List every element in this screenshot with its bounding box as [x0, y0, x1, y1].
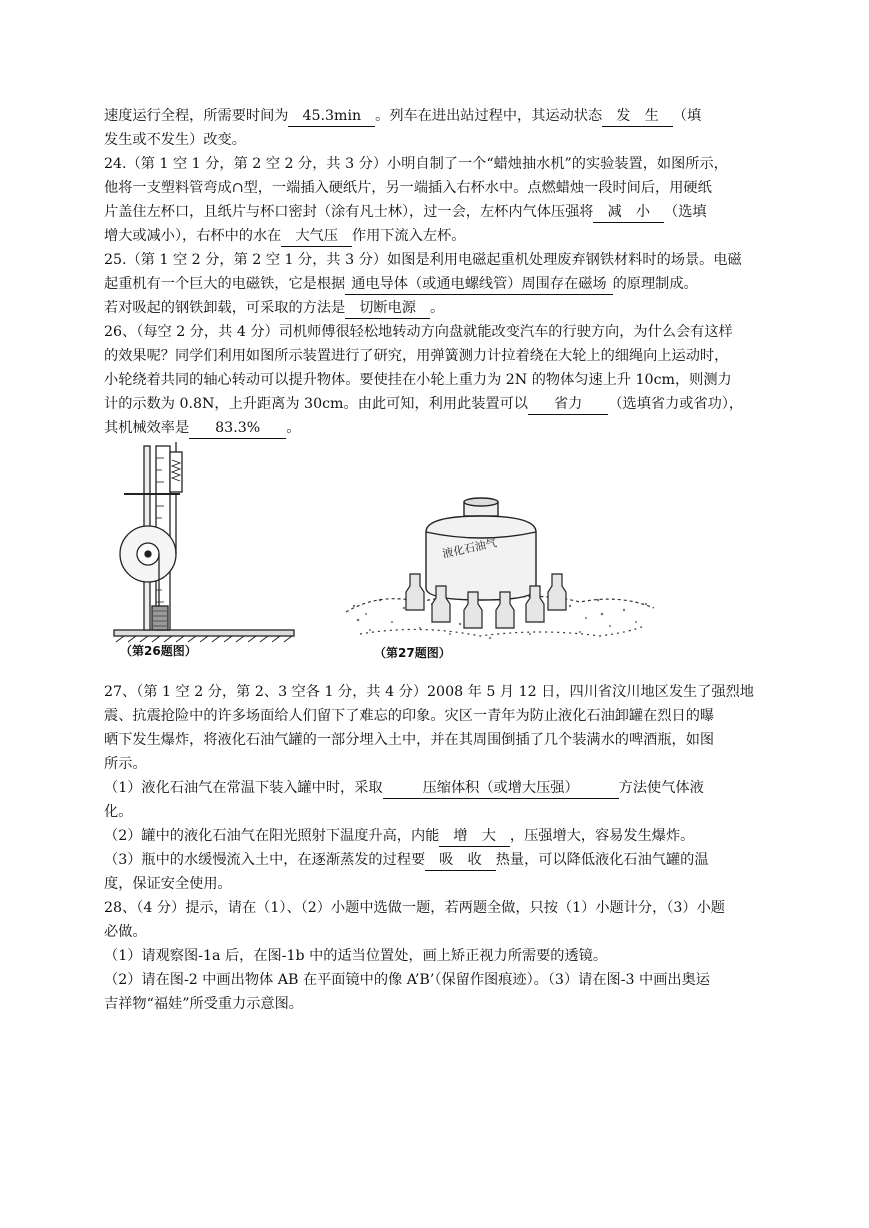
- q26-line-4: [104, 392, 764, 416]
- q26-text: 计的示数为 0.8N，上升距离为 30cm。由此可知，利用此装置可以: [104, 396, 528, 412]
- q25-answer-1: 通电导体（或通电螺线管）周围存在磁场: [345, 275, 612, 295]
- q24-answer-1: 减 小: [593, 203, 664, 223]
- q26-line-1: 26、（每空 2 分，共 4 分）司机师傅很轻松地转动方向盘就能改变汽车的行驶方向，为什么会有这样: [104, 324, 733, 340]
- q26-line-5: [104, 416, 764, 440]
- q25-text: 。: [429, 300, 445, 316]
- q27-line-3: 晒下发生爆炸，将液化石油气罐的一部分埋入土中，并在其周围倒插了几个装满水的啤酒瓶，如图: [104, 732, 715, 748]
- q23-answer-1: 45.3min: [288, 107, 375, 127]
- q26-text: 其机械效率是: [104, 420, 190, 436]
- q27-part-1-line-2: 化。: [104, 804, 133, 820]
- q27-line-2: 震、抗震抢险中的许多场面给人们留下了难忘的印象。灾区一青年为防止液化石油卸罐在烈日的曝: [104, 708, 715, 724]
- q26-line-2: 的效果呢？同学们利用如图所示装置进行了研究，用弹簧测力计拉着绕在大轮上的细绳向上运动时，: [104, 348, 729, 364]
- q24-text: （选填: [664, 204, 707, 220]
- q27-text: （2）罐中的液化石油气在阳光照射下温度升高，内能: [104, 828, 440, 844]
- tank-label: 液化石油气: [441, 536, 498, 561]
- q27-part-3-line-2: 度，保证安全使用。: [104, 876, 232, 892]
- q23-line-2: 发生或不发生）改变。: [104, 132, 246, 148]
- q25-text: 若对吸起的钢铁卸载，可采取的方法是: [104, 300, 346, 316]
- figure-26-caption: （第26题图）: [120, 644, 197, 658]
- figure-26: [104, 438, 304, 670]
- q26-line-3: 小轮绕着共同的轴心转动可以提升物体。要使挂在小轮上重力为 2N 的物体匀速上升 10cm，则测力: [104, 372, 732, 388]
- q25-answer-2: 切断电源: [345, 299, 430, 319]
- q27-text: 热量，可以降低液化石油气罐的温: [495, 852, 709, 868]
- q28-line-4: （2）请在图-2 中画出物体 AB 在平面镜中的像 A’B’（保留作图痕迹）。（3）请在图-3 中画出奥运: [104, 972, 710, 988]
- q26-answer-1: 省力: [528, 395, 608, 415]
- q28-line-1: 28、（4 分）提示，请在（1）、（2）小题中选做一题，若两题全做，只按（1）小题计分，（3）小题: [104, 900, 725, 916]
- q24-answer-2: 大气压: [281, 227, 352, 247]
- q25-line-3: [104, 296, 764, 320]
- q27-answer-3: 吸 收: [425, 851, 496, 871]
- q24-line-3: [104, 200, 764, 224]
- q25-line-1: 25.（第 1 空 2 分，第 2 空 1 分，共 3 分）如图是利用电磁起重机处理废弃钢铁材料时的场景。电磁: [104, 252, 742, 268]
- q26-answer-2: 83.3%: [189, 419, 286, 439]
- q27-part-1-line-1: [104, 776, 764, 800]
- q27-answer-2: 增 大: [439, 827, 510, 847]
- q27-part-2: [104, 824, 764, 848]
- q24-line-1: 24.（第 1 空 1 分，第 2 空 2 分，共 3 分）小明自制了一个“蜡烛抽水机”的实验装置，如图所示，: [104, 156, 728, 172]
- q27-line-4: 所示。: [104, 756, 147, 772]
- q25-text: 的原理制成。: [612, 276, 698, 292]
- q24-text: 片盖住左杯口，且纸片与杯口密封（涂有凡士林），过一会，左杯内气体压强将: [104, 204, 594, 220]
- q26-text: 。: [286, 420, 301, 436]
- q23-answer-2: 发 生: [602, 107, 673, 127]
- wheel-axle-apparatus-diagram: [104, 438, 304, 650]
- q27-part-3-line-1: [104, 848, 764, 872]
- q23-text: 速度运行全程，所需要时间为: [104, 108, 289, 124]
- q27-line-1: 27、（第 1 空 2 分，第 2、3 空各 1 分，共 4 分）2008 年 5 月 12 日，四川省汶川地区发生了强烈地: [104, 684, 754, 700]
- q24-text: 作用下流入左杯。: [351, 228, 466, 244]
- q28-line-3: （1）请观察图-1a 后，在图-1b 中的适当位置处，画上矫正视力所需要的透镜。: [104, 948, 608, 964]
- q28-line-2: 必做。: [104, 924, 147, 940]
- q25-text: 起重机有一个巨大的电磁铁，它是根据: [104, 276, 346, 292]
- q28-line-5: 吉祥物“福娃”所受重力示意图。: [104, 996, 303, 1012]
- q27-answer-1: 压缩体积（或增大压强）: [383, 779, 619, 799]
- q27-text: （1）液化石油气在常温下装入罐中时，采取: [104, 780, 383, 796]
- q23-text: 。列车在进出站过程中，其运动状态: [375, 108, 603, 124]
- q25-line-2: [104, 272, 764, 296]
- q27-text: ，压强增大，容易发生爆炸。: [509, 828, 695, 844]
- q26-text: （选填省力或省功），: [608, 396, 744, 412]
- lpg-tank-diagram: [340, 496, 660, 646]
- q27-text: （3）瓶中的水缓慢流入土中，在逐渐蒸发的过程要: [104, 852, 426, 868]
- q27-text: 方法使气体液: [618, 780, 704, 796]
- figure-27: [340, 496, 660, 670]
- q24-line-2: 他将一支塑料管弯成∩型，一端插入硬纸片，另一端插入右杯水中。点燃蜡烛一段时间后，用硬纸: [104, 180, 712, 196]
- q23-text: （填: [672, 108, 702, 124]
- figure-27-caption: （第27题图）: [374, 646, 451, 660]
- q24-line-4: [104, 224, 764, 248]
- q24-text: 增大或减小），右杯中的水在: [104, 228, 282, 244]
- q23-line-1: [104, 104, 764, 128]
